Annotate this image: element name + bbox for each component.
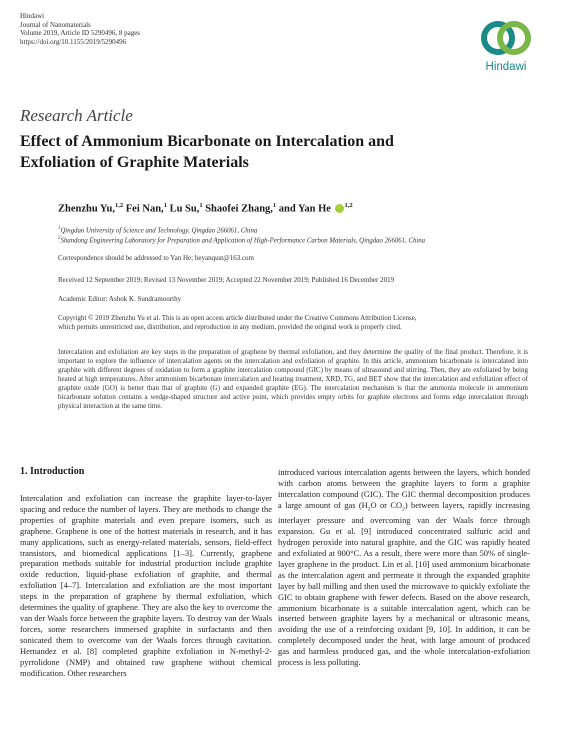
title-line-1: Effect of Ammonium Bicarbonate on Intercalation and [20,133,394,150]
logo-wordmark: Hindawi [485,61,527,73]
affiliation-2 [58,236,425,244]
academic-editor: Academic Editor: Ashok K. Sundramoorthy [58,295,182,303]
affiliation-text: Shandong Engineering Laboratory for Preparation and Application of High-Performance Carbon Materials, Qingdao 266061, China [60,237,426,245]
paragraph-text: introduced various intercalation agents between the layers, which bonded with carbon atoms between the graphite layers to form a graphite intercalation compound (GIC). The GIC thermal decomposition produces a large amount of gas (H [278,467,530,510]
doi-link[interactable]: https://doi.org/10.1155/2019/5290496 [20,37,127,46]
copyright-line-2: which permits unrestricted use, distribution, and reproduction in any medium, provided the original work is properly cited. [58,323,402,331]
paragraph-text: ) between layers, rapidly increasing interlayer pressure and overcoming van der Waals force through expansion. Gu et al. [9] introduced concentrated sulfuric acid and hydrogen peroxide into natural graphite, and the GIC was rapidly heated and exfoliated at 900°C. As a result, there were more than 50% of single-layer graphene in the product. Lin et al. [10] used ammonium bicarbonate as the intercalation agent and permeate it through the expanded graphite layer by ball milling and then used the microwave to quickly exfoliate the GIC to obtain graphene with fewer defects. Based on the above research, ammonium bicarbonate is a suitable intercalation agent, which can be inserted between graphite layers by a mechanical or ultrasonic means, avoiding the use of a reinforcing oxidant [9, 10]. In addition, it can be completely decomposed under the heat, with large amount of produced gas and harmless produced gas, and the whole intercalation-exfoliation process is less polluting. [278,499,530,668]
copyright-line-1: Copyright © 2019 Zhenzhu Yu et al. This is an open access article distributed under the Creative Commons Attribution License, [58,314,417,322]
journal-meta [20,12,140,46]
hindawi-logo-icon [470,16,542,60]
body-column-right [278,467,530,668]
author-name[interactable]: and Yan He [278,203,331,215]
publisher-name: Hindawi [20,12,45,20]
journal-name: Journal of Nanomaterials [20,20,91,29]
volume-info: Volume 2019, Article ID 5290496, 8 pages [20,29,141,38]
hindawi-logo [470,16,542,80]
correspondence: Correspondence should be addressed to Yan He; heyanqust@163.com [58,254,254,262]
paragraph-text: O or CO [370,499,403,510]
subscript: 2 [402,506,405,513]
affiliation-mark: 2 [58,236,61,241]
author-affiliation-mark: 1,2 [115,202,124,209]
author-affiliation-mark: 1,2 [344,202,353,209]
abstract: Intercalation and exfoliation are key steps in the preparation of graphene by thermal exfoliation, and they determine the quality of the final product. Therefore, it is important to explore the influence of intercalation agents on the intercalation and exfoliation of graphite. In this article, ammonium bicarbonate is intercalated into graphite with different degrees of oxidation to form a graphite intercalation compound (GIC) by means of ultrasound and stirring. Then, they are exfoliated by being heated at high temperatures. After ammonium bicarbonate intercalation and heating treatment, XRD, TG, and BET show that the intercalation and exfoliation effect of graphite oxide (GO) is better than that of graphite (G) and expanded graphite (EG). The intercalation mechanism is that the ammonia molecule in ammonium bicarbonate solution contains a wedge-shaped structure and active point, which provides empty orbits for graphite electrons and forms edge intercalation through physical interaction at the same time. [58,348,528,410]
affiliation-mark: 1 [58,226,61,231]
copyright-notice [58,314,523,332]
affiliation-text: Qingdao University of Science and Technology, Qingdao 266061, China [60,227,258,235]
affiliation-1 [58,226,257,234]
body-column-left [20,493,272,678]
publication-dates: Received 12 September 2019; Revised 13 November 2019; Accepted 22 November 2019; Published 16 December 2019 [58,276,395,284]
author-name[interactable]: Shaofei Zhang, [205,203,273,215]
subscript: 2 [367,506,371,513]
article-type: Research Article [20,106,133,125]
article-title [20,131,540,173]
author-affiliation-mark: 1 [199,202,203,209]
author-affiliation-mark: 1 [272,202,277,209]
orcid-icon[interactable] [335,204,344,213]
author-name[interactable]: Zhenzhu Yu, [58,203,116,215]
title-line-2: Exfoliation of Graphite Materials [20,154,249,171]
author-list [58,202,353,215]
author-affiliation-mark: 1 [163,202,167,209]
author-name[interactable]: Fei Nan, [125,203,164,215]
section-heading: 1. Introduction [20,466,85,477]
author-name[interactable]: Lu Su, [169,203,200,215]
paragraph: Intercalation and exfoliation can increase the graphite layer-to-layer spacing and reduce the number of layers. They are methods to change the properties of graphite materials and even prepare isomers, such as graphene. Graphene is one of the hottest materials in research, and it has many applications, such as energy-related materials, sensors, field-effect transistors, and biomedical applications [1–3]. Currently, graphene preparation methods suitable for industrial production include graphite oxide reduction, liquid-phase exfoliation of graphite, and thermal exfoliation [4–7]. Intercalation and exfoliation are the most important steps in the preparation of graphene by thermal exfoliation, which determines the quality of graphene. They are also the key to overcome the van der Waals force between the graphite layers. To destroy van der Waals forces, some researchers immersed graphite in surfactants and then sonicated them to overcome van der Waals forces through cavitation. Hernandez et al. [8] completed graphite exfoliation in N-methyl-2-pyrrolidone (NMP) and obtained raw graphene without chemical modification. Other researchers [20,493,272,678]
